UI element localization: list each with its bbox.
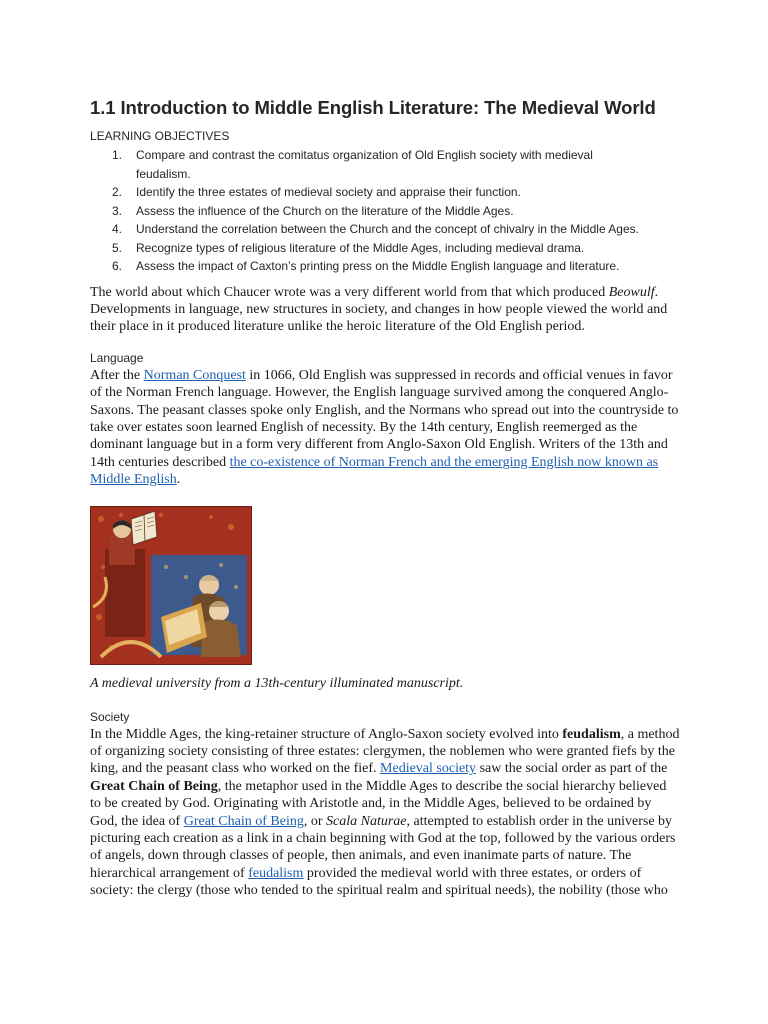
objective-item: 5. Recognize types of religious literature of the Middle Ages, including medieval drama. [112,240,585,255]
objective-item: 2. Identify the three estates of medieval society and appraise their function. [112,185,521,199]
objective-item: 6. Assess the impact of Caxton’s printing press on the Middle English language and literature. [112,259,620,273]
feudalism-term: feudalism [562,726,621,742]
intro-paragraph: The world about which Chaucer wrote was a very different world from that which produced Beowulf. Developments in language, new structures in society, and changes in how people viewed the world and their place in it produced literature unlike the heroic literature of the Old English period. [90,284,668,335]
norman-conquest-link[interactable]: Norman Conquest [143,367,246,383]
objectives-list [90,146,680,276]
coexistence-link[interactable]: the co-existence of Norman French and the emerging English now known as Middle English [90,454,659,488]
language-paragraph: After the Norman Conquest in 1066, Old English was suppressed in records and official venues in favor of the Norman French language. However, the English language survived among the conquered Anglo-Saxons. The peasant classes spoke only English, and the Normans who spread out into the countryside to take over estates soon learned English of necessity. By the 14th century, English reemerged as the dominant language but in a form very different from Anglo-Saxon Old English. Writers of the 13th and 14th centuries described the co-existence of Norman French and the emerging English now known as Middle English. [90,367,679,488]
figure-caption: A medieval university from a 13th-century illuminated manuscript. [90,675,464,691]
feudalism-link[interactable]: feudalism [248,865,304,881]
great-chain-term: Great Chain of Being [90,778,218,794]
page-title: 1.1 Introduction to Middle English Literature: The Medieval World [90,97,656,118]
objectives-heading: LEARNING OBJECTIVES [90,129,230,143]
objective-item: 1. Compare and contrast the comitatus organization of Old English society with medieval feudalism. [112,148,593,181]
scala-naturae-term: Scala Naturae [326,813,407,829]
beowulf-title: Beowulf [608,284,655,300]
document-page [90,96,680,900]
objective-item: 3. Assess the influence of the Church on the literature of the Middle Ages. [112,203,514,218]
objective-item: 4. Understand the correlation between the Church and the concept of chivalry in the Middle Ages. [112,222,639,236]
language-heading: Language [90,350,144,365]
society-paragraph: In the Middle Ages, the king-retainer structure of Anglo-Saxon society evolved into feudalism, a method of organizing society consisting of three estates: clergymen, the noblemen who were granted fiefs by the king, and the peasant class who worked on the fief. Medieval society saw the social order as part of the Great Chain of Being, the metaphor used in the Middle Ages to describe the social hierarchy believed to be created by God. Originating with Aristotle and, in the Middle Ages, believed to be ordained by God, the idea of Great Chain of Being, or Scala Naturae, attempted to establish order in the universe by picturing each creation as a link in a chain beginning with God at the top, followed by the various orders of angels, down through classes of people, then animals, and even inanimate parts of nature. The hierarchical arrangement of feudalism provided the medieval world with three estates, or orders of society: the clergy (those who tended to the spiritual realm and spiritual needs), the nobility (those who [90,726,680,899]
society-heading: Society [90,709,130,724]
medieval-society-link[interactable]: Medieval society [380,761,477,777]
manuscript-image [90,506,252,665]
illuminated-manuscript-illustration [91,507,251,664]
great-chain-link[interactable]: Great Chain of Being [183,813,304,829]
